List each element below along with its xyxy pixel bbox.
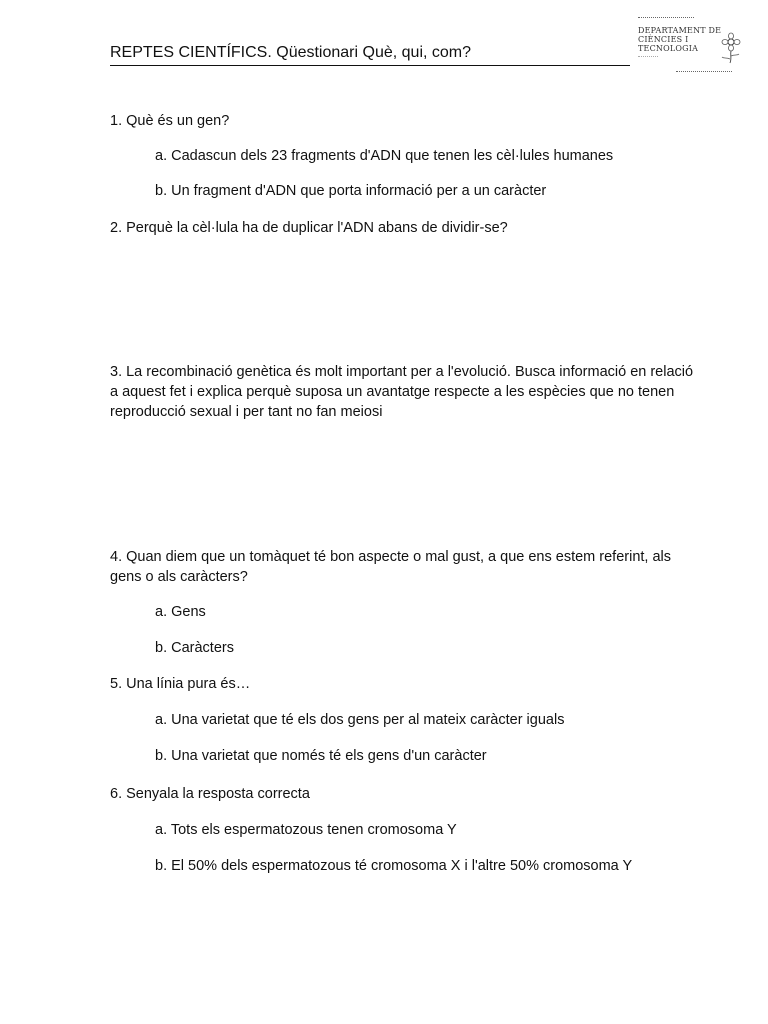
department-logo	[632, 12, 748, 78]
question-3: 3. La recombinació genètica és molt important per a l'evolució. Busca informació en relació a aquest fet i explica perquè suposa un avantatge respecte a les espècies que no tenen reproducció sexual i per tant no fan meiosi	[110, 364, 694, 420]
question-5: 5. Una línia pura és…	[110, 676, 251, 692]
logo-dotted-line	[638, 17, 694, 18]
logo-dotted-line	[676, 71, 732, 72]
question-6-option-b: b. El 50% dels espermatozous té cromosoma X i l'altre 50% cromosoma Y	[155, 858, 633, 874]
question-6: 6. Senyala la resposta correcta	[110, 786, 310, 802]
question-1-option-a: a. Cadascun dels 23 fragments d'ADN que tenen les cèl·lules humanes	[155, 148, 614, 164]
question-1-option-b: b. Un fragment d'ADN que porta informació per a un caràcter	[155, 183, 547, 199]
logo-line-2: CIÈNCIES I	[638, 35, 689, 44]
logo-line-3: TECNOLOGIA	[638, 44, 699, 53]
logo-subline	[638, 56, 658, 57]
page-title: REPTES CIENTÍFICS. Qüestionari Què, qui, com?	[110, 43, 630, 66]
question-4: 4. Quan diem que un tomàquet té bon aspecte o mal gust, a que ens estem referint, als gens o als caràcters?	[110, 549, 672, 585]
question-6-option-a: a. Tots els espermatozous tenen cromosoma Y	[155, 822, 457, 838]
question-4-option-b: b. Caràcters	[155, 640, 234, 656]
question-2: 2. Perquè la cèl·lula ha de duplicar l'ADN abans de dividir-se?	[110, 220, 508, 236]
flower-icon	[718, 32, 744, 64]
question-4-option-a: a. Gens	[155, 604, 206, 620]
question-5-option-b: b. Una varietat que només té els gens d'un caràcter	[155, 748, 487, 764]
question-1: 1. Què és un gen?	[110, 113, 230, 129]
logo-line-1: DEPARTAMENT DE	[638, 26, 722, 35]
logo-text	[638, 26, 722, 53]
question-5-option-a: a. Una varietat que té els dos gens per al mateix caràcter iguals	[155, 712, 565, 728]
